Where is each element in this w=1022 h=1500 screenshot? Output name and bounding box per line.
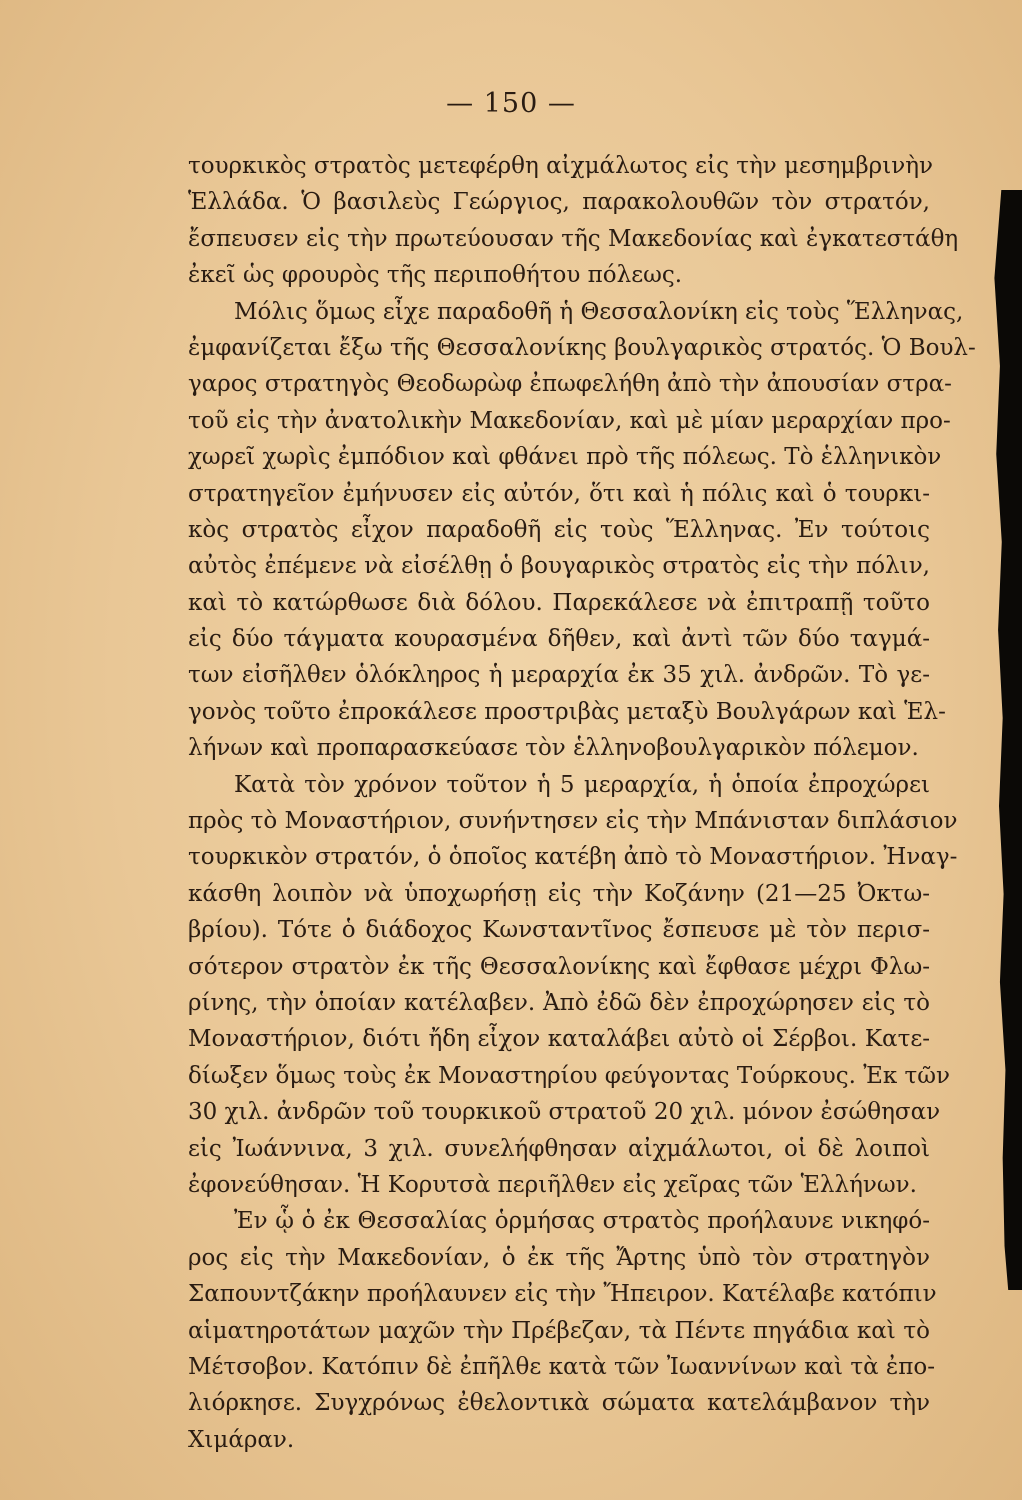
text-line: αἱματηροτάτων μαχῶν τὴν Πρέβεζαν, τὰ Πέντε πηγάδια καὶ τὸ bbox=[188, 1317, 930, 1344]
text-line: τουρκικὸς στρατὸς μετεφέρθη αἰχμάλωτος εἰς τὴν μεσημβρινὴν bbox=[188, 153, 933, 179]
text-line: ἐκεῖ ὡς φρουρὸς τῆς περιποθήτου πόλεως. bbox=[188, 262, 683, 289]
text-line: χωρεῖ χωρὶς ἐμπόδιον καὶ φθάνει πρὸ τῆς πόλεως. Τὸ ἑλληνικὸν bbox=[188, 444, 942, 471]
torn-page-edge bbox=[976, 190, 1022, 1290]
text-line: γονὸς τοῦτο ἐπροκάλεσε προστριβὰς μεταξὺ Βουλγάρων καὶ Ἑλ- bbox=[188, 698, 946, 725]
text-line: τοῦ εἰς τὴν ἀνατολικὴν Μακεδονίαν, καὶ μὲ μίαν μεραρχίαν προ- bbox=[188, 407, 951, 434]
text-line: Μέτσοβον. Κατόπιν δὲ ἐπῆλθε κατὰ τῶν Ἰωαννίνων καὶ τὰ ἐπο- bbox=[188, 1353, 935, 1380]
text-line: Ἐν ᾧ ὁ ἐκ Θεσσαλίας ὁρμήσας στρατὸς προήλαυνε νικηφό- bbox=[234, 1208, 930, 1235]
text-line: τουρκικὸν στρατόν, ὁ ὁποῖος κατέβη ἀπὸ τὸ Μοναστήριον. Ἠναγ- bbox=[188, 844, 958, 871]
text-line: σότερον στρατὸν ἐκ τῆς Θεσσαλονίκης καὶ ἔφθασε μέχρι Φλω- bbox=[188, 953, 930, 980]
text-line: καὶ τὸ κατώρθωσε διὰ δόλου. Παρεκάλεσε νὰ ἐπιτραπῇ τοῦτο bbox=[188, 589, 930, 616]
text-line: βρίου). Τότε ὁ διάδοχος Κωνσταντῖνος ἔσπευσε μὲ τὸν περισ- bbox=[188, 917, 930, 944]
text-line: Ἑλλάδα. Ὁ βασιλεὺς Γεώργιος, παρακολουθῶν τὸν στρατόν, bbox=[188, 189, 930, 216]
text-line: δίωξεν ὅμως τοὺς ἐκ Μοναστηρίου φεύγοντας Τούρκους. Ἐκ τῶν bbox=[188, 1062, 950, 1089]
text-line: Κατὰ τὸν χρόνον τοῦτον ἡ 5 μεραρχία, ἡ ὁποία ἐπροχώρει bbox=[234, 771, 930, 798]
text-line: λιόρκησε. Συγχρόνως ἐθελοντικὰ σώματα κατελάμβανον τὴν bbox=[188, 1390, 930, 1417]
text-line: ἔσπευσεν εἰς τὴν πρωτεύουσαν τῆς Μακεδονίας καὶ ἐγκατεστάθη bbox=[188, 225, 959, 252]
text-line: Μόλις ὅμως εἶχε παραδοθῆ ἡ Θεσσαλονίκη εἰς τοὺς Ἕλληνας, bbox=[234, 298, 964, 325]
text-line: κάσθη λοιπὸν νὰ ὑποχωρήσῃ εἰς τὴν Κοζάνην (21—25 Ὀκτω- bbox=[188, 880, 930, 907]
text-line: Μοναστήριον, διότι ἤδη εἶχον καταλάβει αὐτὸ οἱ Σέρβοι. Κατε- bbox=[188, 1026, 930, 1053]
text-line: εἰς δύο τάγματα κουρασμένα δῆθεν, καὶ ἀντὶ τῶν δύο ταγμά- bbox=[188, 626, 930, 653]
text-line: Σαπουντζάκην προήλαυνεν εἰς τὴν Ἤπειρον. Κατέλαβε κατόπιν bbox=[188, 1281, 937, 1308]
text-line: πρὸς τὸ Μοναστήριον, συνήντησεν εἰς τὴν Μπάνισταν διπλάσιον bbox=[188, 808, 958, 835]
text-line: των εἰσῆλθεν ὁλόκληρος ἡ μεραρχία ἐκ 35 χιλ. ἀνδρῶν. Τὸ γε- bbox=[188, 662, 930, 689]
text-line: αὐτὸς ἐπέμενε νὰ εἰσέλθῃ ὁ βουγαρικὸς στρατὸς εἰς τὴν πόλιν, bbox=[188, 553, 930, 580]
text-line: εἰς Ἰωάννινα, 3 χιλ. συνελήφθησαν αἰχμάλωτοι, οἱ δὲ λοιποὶ bbox=[188, 1135, 930, 1162]
text-line: Χιμάραν. bbox=[188, 1426, 295, 1453]
page-number: — 150 — bbox=[446, 88, 576, 119]
text-line: κὸς στρατὸς εἶχον παραδοθῆ εἰς τοὺς Ἕλληνας. Ἐν τούτοις bbox=[188, 516, 930, 543]
text-line: γαρος στρατηγὸς Θεοδωρὼφ ἐπωφελήθη ἀπὸ τὴν ἀπουσίαν στρα- bbox=[188, 371, 952, 398]
text-line: ρος εἰς τὴν Μακεδονίαν, ὁ ἐκ τῆς Ἄρτης ὑπὸ τὸν στρατηγὸν bbox=[188, 1244, 930, 1271]
text-line: ἐφονεύθησαν. Ἡ Κορυτσὰ περιῆλθεν εἰς χεῖρας τῶν Ἑλλήνων. bbox=[188, 1171, 917, 1198]
text-line: ρίνης, τὴν ὁποίαν κατέλαβεν. Ἀπὸ ἐδῶ δὲν ἐπροχώρησεν εἰς τὸ bbox=[188, 989, 930, 1016]
text-line: ἐμφανίζεται ἔξω τῆς Θεσσαλονίκης βουλγαρικὸς στρατός. Ὁ Βουλ- bbox=[188, 334, 976, 361]
text-line: 30 χιλ. ἀνδρῶν τοῦ τουρκικοῦ στρατοῦ 20 χιλ. μόνον ἐσώθησαν bbox=[188, 1099, 941, 1126]
text-line: λήνων καὶ προπαρασκεύασε τὸν ἑλληνοβουλγαρικὸν πόλεμον. bbox=[188, 735, 919, 762]
text-line: στρατηγεῖον ἐμήνυσεν εἰς αὐτόν, ὅτι καὶ ἡ πόλις καὶ ὁ τουρκι- bbox=[188, 480, 930, 507]
page-text-body bbox=[188, 148, 976, 1458]
